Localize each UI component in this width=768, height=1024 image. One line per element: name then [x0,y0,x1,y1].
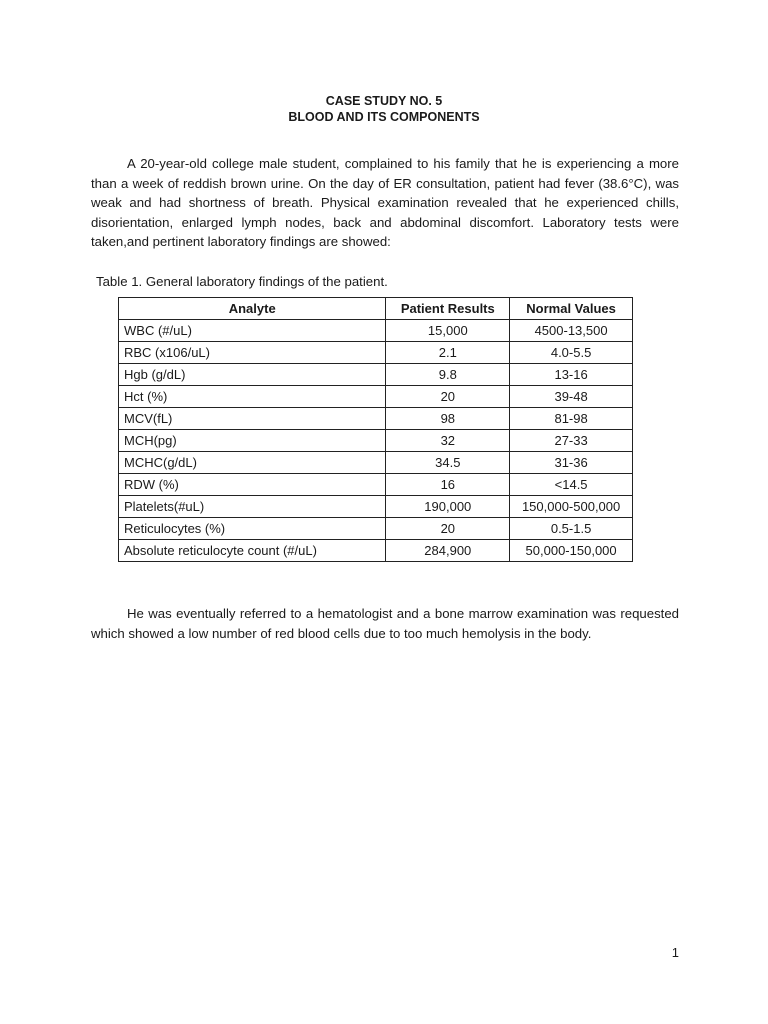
header-patient-results: Patient Results [386,298,510,320]
normal-value-cell: 50,000-150,000 [510,540,633,562]
patient-result-cell: 32 [386,430,510,452]
header-analyte: Analyte [119,298,386,320]
table-row [119,452,633,474]
case-study-subtitle: BLOOD AND ITS COMPONENTS [288,110,480,124]
analyte-cell: MCH(pg) [119,430,386,452]
patient-result-cell: 2.1 [386,342,510,364]
case-description-paragraph: A 20-year-old college male student, complained to his family that he is experiencing a more than a week of reddish brown urine. On the day of ER consultation, patient had fever (38.6°C), was weak and had shortness of breath. Physical examination revealed that he experienced chills, disorientation, enlarged lymph nodes, back and abdominal discomfort. Laboratory tests were taken,and pertinent laboratory findings are showed: [91,156,679,250]
table-caption: Table 1. General laboratory findings of the patient. [96,274,388,289]
table-row [119,496,633,518]
table-row [119,320,633,342]
analyte-cell: Reticulocytes (%) [119,518,386,540]
table-row [119,474,633,496]
case-study-title: CASE STUDY NO. 5 [325,94,443,108]
normal-value-cell: <14.5 [510,474,633,496]
referral-paragraph: He was eventually referred to a hematologist and a bone marrow examination was requested which showed a low number of red blood cells due to too much hemolysis in the body. [91,606,679,641]
patient-result-cell: 190,000 [386,496,510,518]
analyte-cell: Absolute reticulocyte count (#/uL) [119,540,386,562]
patient-result-cell: 284,900 [386,540,510,562]
normal-value-cell: 4500-13,500 [510,320,633,342]
analyte-cell: Hct (%) [119,386,386,408]
patient-result-cell: 16 [386,474,510,496]
patient-result-cell: 98 [386,408,510,430]
normal-value-cell: 81-98 [510,408,633,430]
normal-value-cell: 150,000-500,000 [510,496,633,518]
normal-value-cell: 39-48 [510,386,633,408]
patient-result-cell: 20 [386,386,510,408]
page-number: 1 [671,945,679,960]
lab-findings-table [118,297,633,562]
analyte-cell: Hgb (g/dL) [119,364,386,386]
patient-result-cell: 9.8 [386,364,510,386]
normal-value-cell: 27-33 [510,430,633,452]
table-row [119,430,633,452]
analyte-cell: MCV(fL) [119,408,386,430]
normal-value-cell: 31-36 [510,452,633,474]
normal-value-cell: 13-16 [510,364,633,386]
table-row [119,518,633,540]
table-row [119,408,633,430]
table-header-row [119,298,633,320]
table-row [119,364,633,386]
table-row [119,386,633,408]
normal-value-cell: 4.0-5.5 [510,342,633,364]
patient-result-cell: 20 [386,518,510,540]
analyte-cell: Platelets(#uL) [119,496,386,518]
patient-result-cell: 34.5 [386,452,510,474]
header-normal-values: Normal Values [510,298,633,320]
analyte-cell: MCHC(g/dL) [119,452,386,474]
analyte-cell: WBC (#/uL) [119,320,386,342]
analyte-cell: RBC (x106/uL) [119,342,386,364]
normal-value-cell: 0.5-1.5 [510,518,633,540]
patient-result-cell: 15,000 [386,320,510,342]
table-row [119,540,633,562]
table-row [119,342,633,364]
analyte-cell: RDW (%) [119,474,386,496]
